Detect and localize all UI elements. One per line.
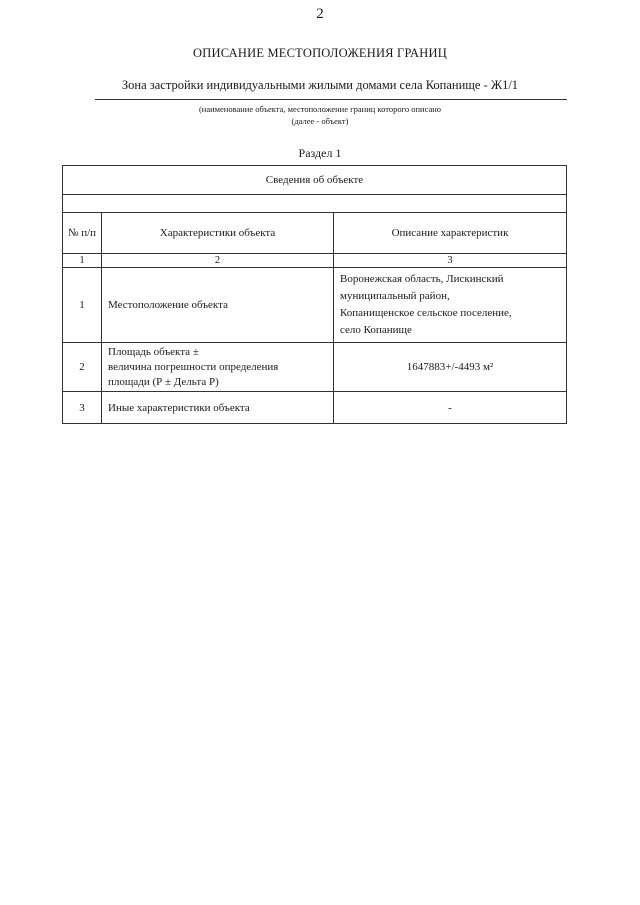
- object-name-hint: [0, 103, 640, 127]
- object-name: Зона застройки индивидуальными жилыми домами села Копанище - Ж1/1: [121, 78, 519, 92]
- characteristic-line: величина погрешности определения: [108, 360, 279, 373]
- description-line: муниципальный район,: [340, 290, 450, 302]
- table-row: [63, 343, 567, 392]
- hint-line-1: (наименование объекта, местоположение границ которого описано: [198, 104, 442, 114]
- table-header-row: [63, 213, 567, 254]
- col-number-1: 1: [63, 254, 102, 268]
- row-description: 1647883+/-4493 м²: [334, 343, 567, 392]
- row-number: 2: [63, 343, 102, 392]
- table-spacer-row: [63, 195, 567, 213]
- col-number-2: 2: [102, 254, 334, 268]
- section-title: Раздел 1: [298, 146, 342, 160]
- table-caption-row: [63, 166, 567, 195]
- header-num: № п/п: [63, 213, 102, 254]
- table-caption: Сведения об объекте: [63, 166, 567, 195]
- description-line: Копанищенское сельское поселение,: [340, 307, 512, 319]
- row-description: [334, 268, 567, 343]
- row-number: 3: [63, 392, 102, 424]
- table-column-number-row: [63, 254, 567, 268]
- header-characteristics: Характеристики объекта: [102, 213, 334, 254]
- row-description: -: [334, 392, 567, 424]
- table-row: [63, 392, 567, 424]
- underline-rule: [95, 99, 567, 100]
- col-number-3: 3: [334, 254, 567, 268]
- table-row: [63, 268, 567, 343]
- table-spacer-cell: [63, 195, 567, 213]
- row-characteristic: [102, 343, 334, 392]
- document-title: ОПИСАНИЕ МЕСТОПОЛОЖЕНИЯ ГРАНИЦ: [193, 46, 447, 60]
- characteristic-line: Площадь объекта ±: [108, 345, 199, 358]
- hint-line-2: (далее - объект): [291, 116, 349, 126]
- row-characteristic: Иные характеристики объекта: [102, 392, 334, 424]
- page-number: 2: [316, 6, 324, 22]
- characteristic-line: площади (Р ± Дельта Р): [108, 375, 219, 388]
- header-description: Описание характеристик: [334, 213, 567, 254]
- description-line: Воронежская область, Лискинский: [340, 273, 504, 285]
- row-number: 1: [63, 268, 102, 343]
- object-info-table: [62, 165, 567, 424]
- description-line: село Копанище: [340, 324, 412, 336]
- row-characteristic: Местоположение объекта: [102, 268, 334, 343]
